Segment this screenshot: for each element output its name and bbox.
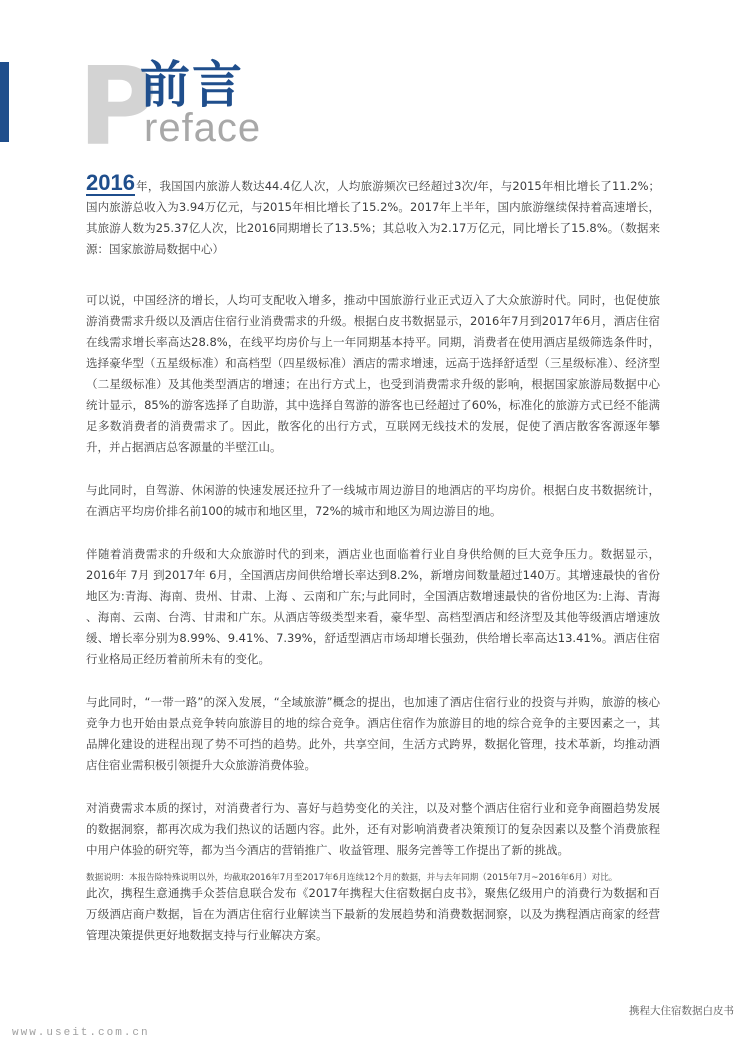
main-content bbox=[86, 172, 660, 968]
side-accent-bar bbox=[0, 62, 9, 142]
intro-paragraph bbox=[86, 172, 660, 260]
data-note: 数据说明：本报告除特殊说明以外，均截取2016年7月至2017年6月连续12个月的数据，并与去年同期（2015年7月~2016年6月）对比。 bbox=[86, 873, 618, 883]
page-title: 前言 bbox=[140, 56, 244, 114]
paragraph-5: 对消费需求本质的探讨，对消费者行为、喜好与趋势变化的关注，以及对整个酒店住宿行业和竞争商圈趋势发展的数据洞察，都再次成为我们热议的话题内容。此外，还有对影响消费者决策预订的复杂因素以及整个消费旅程中用户体验的研究等，都为当今酒店的营销推广、收益管理、服务完善等工作提出了新的挑战。 bbox=[86, 801, 660, 857]
intro-year: 2016 bbox=[86, 170, 135, 195]
paragraph-3: 伴随着消费需求的升级和大众旅游时代的到来，酒店业也面临着行业自身供给侧的巨大竞争压力。数据显示，2016年 7月 到2017年 6月，全国酒店房间供给增长率达到8.2%，新增房间数量超过140万。其增速最快的省份地区为:青海、海南、贵州、甘肃、上海 、云南和广东;与此同时，全国酒店数增速最快的省份地区为:上海、青海 、海南、云南、台湾、甘肃和广东。从酒店等级类型来看，豪华型、高档型酒店和经济型及其他等级酒店增速放缓、增长率分别为8.99%、9.41%、7.39%，舒适型酒店市场却增长强劲，供给增长率高达13.41%。酒店住宿行业格局正经历着前所未有的变化。 bbox=[86, 547, 660, 666]
watermark-url: www.useit.com.cn bbox=[12, 1027, 150, 1039]
decorative-letter-p: P bbox=[78, 45, 158, 170]
page-subtitle-en: reface bbox=[144, 106, 262, 150]
intro-text: 年，我国国内旅游人数达44.4亿人次，人均旅游频次已经超过3次/年，与2015年相比增长了11.2%； 国内旅游总收入为3.94万亿元，与2015年相比增长了15.2%。2017年上半年，国内旅游继续保持着高速增长，其旅游人数为25.37亿人次，比2016同期增长了13.5%；其总收入为2.17万亿元，同比增长了15.8%。（数据来源：国家旅游局数据中心） bbox=[86, 179, 660, 256]
paragraph-1: 可以说，中国经济的增长，人均可支配收入增多，推动中国旅游行业正式迈入了大众旅游时代。同时，也促使旅游消费需求升级以及酒店住宿行业消费需求的升级。根据白皮书数据显示，2016年7月到2017年6月，酒店住宿在线需求增长率高达28.8%，在线平均房价与上一年同期基本持平。同期，消费者在使用酒店星级筛选条件时，选择豪华型（五星级标准）和高档型（四星级标准）酒店的需求增速，远高于选择舒适型（三星级标准）、经济型（二星级标准）及其他类型酒店的增速；在出行方式上，也受到消费需求升级的影响，根据国家旅游局数据中心统计显示，85%的游客选择了自助游，其中选择自驾游的游客也已经超过了60%，标准化的旅游方式已经不能满足多数消费者的消费需求了。因此，散客化的出行方式，互联网无线技术的发展，促使了酒店散客客源逐年攀升，并占据酒店总客源量的半壁江山。 bbox=[86, 293, 660, 454]
paragraph-4: 与此同时，“一带一路”的深入发展，“全域旅游”概念的提出，也加速了酒店住宿行业的投资与并购，旅游的核心竞争力也开始由景点竞争转向旅游目的地的综合竞争。酒店住宿作为旅游目的地的综合竞争的主要因素之一，其品牌化建设的进程出现了势不可挡的趋势。此外，共享空间，生活方式跨界，数据化管理，技术革新，均推动酒店住宿业需积极引领提升大众旅游消费体验。 bbox=[86, 695, 660, 772]
page-header bbox=[78, 40, 378, 170]
footer-report-title: 携程大住宿数据白皮书 bbox=[629, 1005, 734, 1017]
paragraph-2: 与此同时，自驾游、休闲游的快速发展还拉升了一线城市周边游目的地酒店的平均房价。根据白皮书数据统计，在酒店平均房价排名前100的城市和地区里，72%的城市和地区为周边游目的地。 bbox=[86, 483, 660, 518]
paragraph-6: 此次，携程生意通携手众荟信息联合发布《2017年携程大住宿数据白皮书》，聚焦亿级用户的消费行为数据和百万级酒店商户数据，旨在为酒店住宿行业解读当下最新的发展趋势和消费数据洞察，以及为携程酒店商家的经营管理决策提供更好地数据支持与行业解决方案。 bbox=[86, 886, 660, 942]
